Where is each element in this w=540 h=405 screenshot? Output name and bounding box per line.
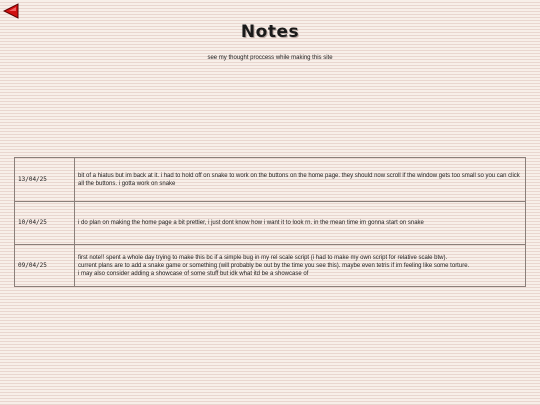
notes-table — [14, 157, 526, 287]
note-line: current plans are to add a snake game or something (will probably be out by the time you see this). maybe even tetris if im feeling like some torture. — [78, 262, 470, 269]
page-title: Notes — [240, 22, 300, 42]
table-row — [15, 158, 526, 202]
note-date: 10/04/25 — [15, 202, 75, 245]
note-text — [75, 158, 526, 202]
note-line: bit of a hiatus but im back at it. i had to hold off on snake to work on the buttons on the home page. they should now scroll if the window gets too small so you can click all the buttons. i gotta work on snake — [78, 172, 520, 187]
note-text — [75, 202, 526, 245]
table-row — [15, 245, 526, 287]
note-line: first note!! spent a whole day trying to make this bc if a simple bug in my rel scale script (i had to make my own script for relative scale btw). — [78, 254, 448, 261]
note-date: 13/04/25 — [15, 158, 75, 202]
page-subtitle: see my thought proccess while making this site — [207, 55, 333, 61]
note-line: i may also consider adding a showcase of some stuff but idk what itd be a showcase of — [78, 270, 309, 277]
back-button[interactable] — [3, 3, 19, 19]
note-line: i do plan on making the home page a bit prettier, i just dont know how i want it to look rn. in the mean time im gonna start on snake — [78, 220, 424, 226]
back-arrow-icon — [3, 3, 19, 19]
note-date: 09/04/25 — [15, 245, 75, 287]
table-row — [15, 202, 526, 245]
note-text — [75, 245, 526, 287]
